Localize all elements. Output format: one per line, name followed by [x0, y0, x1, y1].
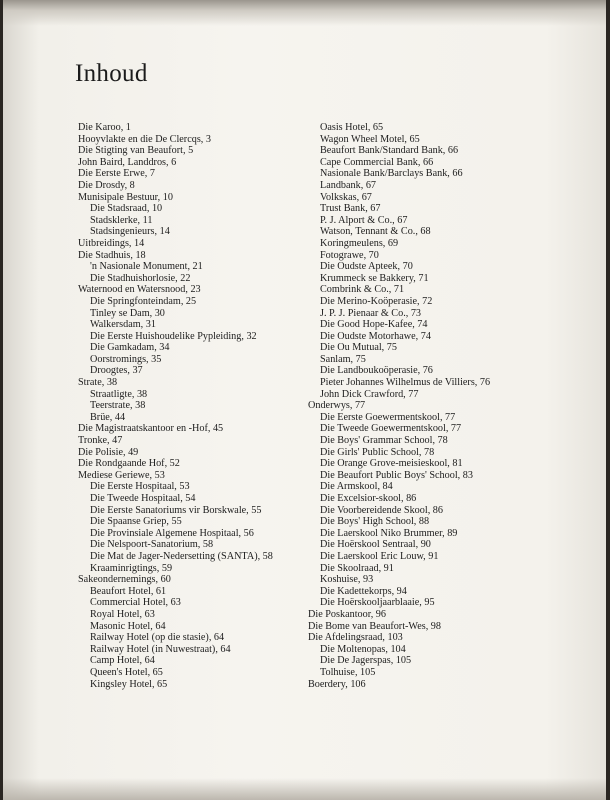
toc-entry: Onderwys, 77 — [308, 400, 366, 412]
toc-subentry: Die Ou Mutual, 75 — [320, 342, 397, 354]
toc-subentry: Die Voorbereidende Skool, 86 — [320, 504, 443, 516]
toc-subentry: Beaufort Bank/Standard Bank, 66 — [320, 145, 459, 157]
toc-subentry: Tinley se Dam, 30 — [90, 307, 165, 319]
toc-entry: Die Afdelingsraad, 103 — [308, 632, 403, 644]
toc-subentry: Die Hoërskool Sentraal, 90 — [320, 539, 431, 551]
toc-subentry: 'n Nasionale Monument, 21 — [90, 261, 203, 273]
toc-subentry: Sanlam, 75 — [320, 353, 366, 365]
toc-subentry: Combrink & Co., 71 — [320, 284, 405, 296]
toc-entry: Die Bome van Beaufort-Wes, 98 — [308, 620, 441, 632]
toc-subentry: Droogtes, 37 — [90, 365, 143, 377]
toc-subentry: Railway Hotel (op die stasie), 64 — [90, 632, 225, 644]
toc-subentry: Die Laerskool Niko Brummer, 89 — [320, 527, 458, 539]
toc-entry: Die Poskantoor, 96 — [308, 608, 386, 620]
toc-subentry: Die Stadhuishorlosie, 22 — [90, 272, 191, 284]
page-title: Inhoud — [75, 60, 148, 87]
toc-subentry: Watson, Tennant & Co., 68 — [320, 226, 431, 238]
toc-entry: Die Stigting van Beaufort, 5 — [78, 145, 194, 157]
toc-subentry: Die Merino-Koöperasie, 72 — [320, 295, 433, 307]
toc-subentry: Die Laerskool Eric Louw, 91 — [320, 550, 439, 562]
toc-entry: Strate, 38 — [78, 377, 118, 389]
toc-subentry: Kingsley Hotel, 65 — [90, 678, 168, 690]
toc-entry: Uitbreidings, 14 — [78, 237, 145, 249]
toc-subentry: Camp Hotel, 64 — [90, 655, 155, 667]
toc-entry: John Baird, Landdros, 6 — [78, 156, 177, 168]
toc-subentry: Die Eerste Huishoudelike Pypleiding, 32 — [90, 330, 257, 342]
toc-subentry: Stadsingenieurs, 14 — [90, 226, 170, 238]
toc-subentry: Die Springfonteindam, 25 — [90, 295, 197, 307]
toc-entry: Die Eerste Erwe, 7 — [78, 168, 155, 180]
toc-subentry: Walkersdam, 31 — [90, 319, 156, 331]
toc-subentry: Cape Commercial Bank, 66 — [320, 156, 434, 168]
toc-subentry: Die Eerste Hospitaal, 53 — [90, 481, 190, 493]
toc-subentry: Queen's Hotel, 65 — [90, 666, 163, 678]
toc-subentry: Die Hoërskooljaarblaaie, 95 — [320, 597, 435, 609]
toc-subentry: Masonic Hotel, 64 — [90, 620, 166, 632]
toc-left-column — [78, 122, 273, 690]
toc-subentry: Die Nelspoort-Sanatorium, 58 — [90, 539, 214, 551]
toc-subentry: Royal Hotel, 63 — [90, 608, 155, 620]
toc-subentry: Brüe, 44 — [90, 411, 126, 423]
toc-entry: Die Magistraatskantoor en -Hof, 45 — [78, 423, 224, 435]
toc-subentry: John Dick Crawford, 77 — [320, 388, 419, 400]
toc-subentry: Krummeck se Bakkery, 71 — [320, 272, 429, 284]
toc-entry: Die Polisie, 49 — [78, 446, 139, 458]
toc-subentry: Landbank, 67 — [320, 179, 377, 191]
toc-subentry: Stadsklerke, 11 — [90, 214, 153, 226]
toc-subentry: Die Tweede Hospitaal, 54 — [90, 493, 196, 504]
toc-subentry: Beaufort Hotel, 61 — [90, 585, 167, 597]
toc-right-column — [308, 122, 490, 690]
toc-entry: Mediese Geriewe, 53 — [78, 469, 165, 481]
toc-entry: Die Drosdy, 8 — [78, 179, 135, 191]
toc-subentry: Die Landboukoöperasie, 76 — [320, 365, 433, 377]
toc-subentry: Die Provinsiale Algemene Hospitaal, 56 — [90, 527, 254, 539]
toc-subentry: J. P. J. Pienaar & Co., 73 — [320, 307, 422, 319]
toc-entry: Boerdery, 106 — [308, 678, 366, 690]
toc-subentry: Die Good Hope-Kafee, 74 — [320, 319, 428, 331]
book-page — [3, 0, 606, 800]
toc-subentry: Tolhuise, 105 — [320, 666, 376, 678]
toc-entry: Die Rondgaande Hof, 52 — [78, 458, 180, 470]
toc-subentry: Koringmeulens, 69 — [320, 237, 399, 249]
toc-subentry: Die Moltenopas, 104 — [320, 643, 406, 655]
toc-subentry: Die Armskool, 84 — [320, 481, 393, 493]
toc-subentry: P. J. Alport & Co., 67 — [320, 214, 408, 226]
toc-entry: Die Stadhuis, 18 — [78, 249, 146, 261]
toc-subentry: Die Oudste Motorhawe, 74 — [320, 330, 431, 342]
toc-entry: Waternood en Watersnood, 23 — [78, 284, 201, 296]
toc-subentry: Kraaminrigtings, 59 — [90, 562, 173, 574]
toc-subentry: Die Girls' Public School, 78 — [320, 446, 435, 458]
toc-subentry: Die Tweede Goewermentskool, 77 — [320, 423, 462, 435]
toc-entry: Tronke, 47 — [78, 435, 123, 447]
toc-subentry: Railway Hotel (in Nuwestraat), 64 — [90, 643, 231, 655]
toc-subentry: Volkskas, 67 — [320, 191, 372, 203]
toc-subentry: Die Excelsior-skool, 86 — [320, 493, 417, 504]
toc-subentry: Fotograwe, 70 — [320, 249, 379, 261]
toc-subentry: Nasionale Bank/Barclays Bank, 66 — [320, 168, 463, 180]
toc-entry: Munisipale Bestuur, 10 — [78, 191, 173, 203]
toc-subentry: Trust Bank, 67 — [320, 203, 381, 215]
toc-subentry: Die Boys' High School, 88 — [320, 516, 430, 528]
toc-subentry: Straatligte, 38 — [90, 388, 148, 400]
toc-subentry: Die Stadsraad, 10 — [90, 203, 163, 215]
toc-subentry: Die Eerste Goewermentskool, 77 — [320, 411, 456, 423]
toc-entry: Die Karoo, 1 — [78, 122, 131, 133]
toc-subentry: Die Skoolraad, 91 — [320, 562, 394, 574]
toc-subentry: Die Beaufort Public Boys' School, 83 — [320, 469, 473, 481]
toc-subentry: Die Orange Grove-meisieskool, 81 — [320, 458, 463, 470]
toc-subentry: Wagon Wheel Motel, 65 — [320, 133, 420, 145]
toc-entry: Hooyvlakte en die De Clercqs, 3 — [78, 133, 211, 145]
toc-subentry: Oasis Hotel, 65 — [320, 122, 384, 133]
toc-subentry: Teerstrate, 38 — [90, 400, 146, 412]
toc-subentry: Pieter Johannes Wilhelmus de Villiers, 76 — [320, 377, 491, 389]
toc-subentry: Die Eerste Sanatoriums vir Borskwale, 55 — [90, 504, 262, 516]
toc-subentry: Oorstromings, 35 — [90, 353, 162, 365]
toc-subentry: Koshuise, 93 — [320, 574, 374, 586]
toc-subentry: Die Gamkadam, 34 — [90, 342, 170, 354]
page-top-shadow — [3, 0, 606, 26]
toc-subentry: Die Mat de Jager-Nedersetting (SANTA), 58 — [90, 550, 273, 562]
toc-subentry: Die De Jagerspas, 105 — [320, 655, 412, 667]
toc-subentry: Die Oudste Apteek, 70 — [320, 261, 413, 273]
toc-subentry: Commercial Hotel, 63 — [90, 597, 181, 609]
page-bottom-shadow — [3, 778, 606, 800]
toc-subentry: Die Kadettekorps, 94 — [320, 585, 407, 597]
toc-subentry: Die Spaanse Griep, 55 — [90, 516, 182, 528]
toc-subentry: Die Boys' Grammar School, 78 — [320, 435, 448, 447]
toc-entry: Sakeondernemings, 60 — [78, 574, 171, 586]
